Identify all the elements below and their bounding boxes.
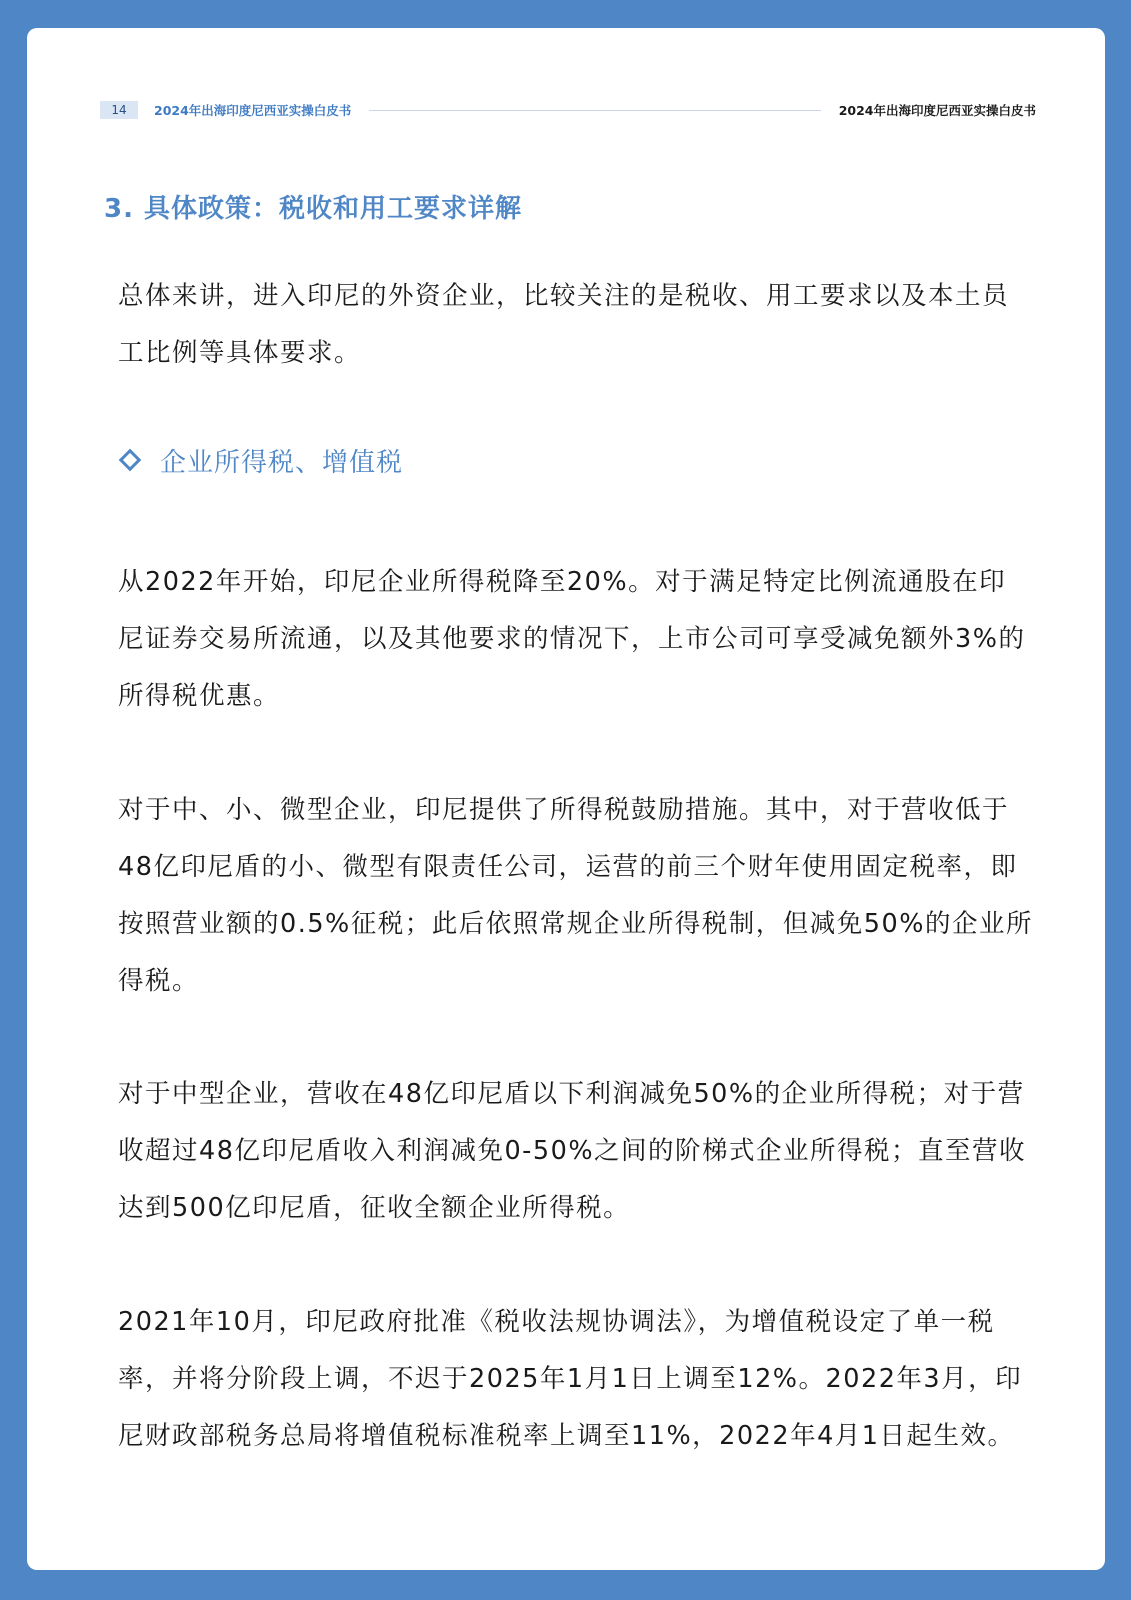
header-divider <box>369 110 820 111</box>
document-page <box>27 28 1105 1570</box>
page-header <box>100 100 1036 120</box>
paragraph-sme-incentives: 对于中、小、微型企业，印尼提供了所得税鼓励措施。其中，对于营收低于48亿印尼盾的小、微型有限责任公司，运营的前三个财年使用固定税率，即按照营业额的0.5%征税；此后依照常规企业所得税制，但减免50%的企业所得税。 <box>118 795 1033 996</box>
paragraph-vat: 2021年10月，印尼政府批准《税收法规协调法》，为增值税设定了单一税率，并将分阶段上调，不迟于2025年1月1日上调至12%。2022年3月，印尼财政部税务总局将增值税标准税率上调至11%，2022年4月1日起生效。 <box>118 1307 1023 1451</box>
paragraph-corporate-tax: 从2022年开始，印尼企业所得税降至20%。对于满足特定比例流通股在印尼证券交易所流通，以及其他要求的情况下，上市公司可享受减免额外3%的所得税优惠。 <box>118 567 1026 711</box>
header-right-title: 2024年出海印度尼西亚实操白皮书 <box>838 103 1036 118</box>
section-title: 3. 具体政策：税收和用工要求详解 <box>104 194 523 224</box>
paragraph-medium-enterprise: 对于中型企业，营收在48亿印尼盾以下利润减免50%的企业所得税；对于营收超过48亿印尼盾收入利润减免0-50%之间的阶梯式企业所得税；直至营收达到500亿印尼盾，征收全额企业所得税。 <box>118 1079 1027 1223</box>
diamond-bullet-icon <box>119 449 142 472</box>
intro-paragraph: 总体来讲，进入印尼的外资企业，比较关注的是税收、用工要求以及本土员工比例等具体要求。 <box>118 281 1010 368</box>
header-left-title: 2024年出海印度尼西亚实操白皮书 <box>154 103 352 118</box>
subsection-heading <box>118 440 403 480</box>
subsection-title: 企业所得税、增值税 <box>160 447 404 478</box>
page-number: 14 <box>100 101 138 119</box>
